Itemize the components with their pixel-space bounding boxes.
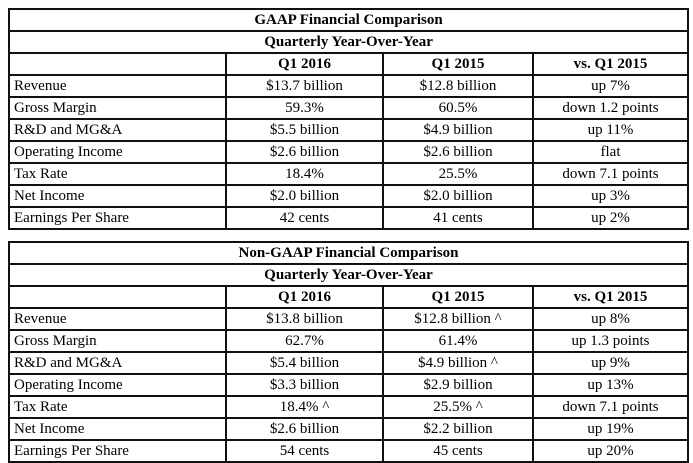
row-label: R&D and MG&A <box>9 119 226 141</box>
value-cell-vs: up 11% <box>533 119 688 141</box>
row-label: Tax Rate <box>9 396 226 418</box>
value-cell-vs: up 9% <box>533 352 688 374</box>
value-cell-q1-2015: 60.5% <box>383 97 533 119</box>
row-label: Net Income <box>9 185 226 207</box>
value-cell-vs: up 7% <box>533 75 688 97</box>
value-cell-q1-2015: $2.0 billion <box>383 185 533 207</box>
value-cell-q1-2015: $2.2 billion <box>383 418 533 440</box>
value-cell-q1-2016: 42 cents <box>226 207 383 229</box>
column-header-q1-2015: Q1 2015 <box>383 286 533 308</box>
column-header-metric <box>9 53 226 75</box>
value-cell-vs: up 20% <box>533 440 688 462</box>
table-row <box>9 75 688 97</box>
table-row <box>9 163 688 185</box>
gaap-financial-comparison-table <box>8 8 689 230</box>
value-cell-q1-2015: $2.6 billion <box>383 141 533 163</box>
table-row <box>9 330 688 352</box>
value-cell-q1-2016: 18.4% ^ <box>226 396 383 418</box>
row-label: Tax Rate <box>9 163 226 185</box>
column-header-vs-q1-2015: vs. Q1 2015 <box>533 286 688 308</box>
value-cell-q1-2016: 59.3% <box>226 97 383 119</box>
row-label: Gross Margin <box>9 330 226 352</box>
value-cell-vs: up 2% <box>533 207 688 229</box>
row-label: Revenue <box>9 75 226 97</box>
value-cell-q1-2015: 41 cents <box>383 207 533 229</box>
table-row <box>9 207 688 229</box>
table-row <box>9 97 688 119</box>
value-cell-q1-2015: $12.8 billion ^ <box>383 308 533 330</box>
table-row <box>9 141 688 163</box>
table-title-row <box>9 9 688 31</box>
value-cell-q1-2016: 54 cents <box>226 440 383 462</box>
value-cell-q1-2016: $13.7 billion <box>226 75 383 97</box>
value-cell-vs: down 7.1 points <box>533 163 688 185</box>
row-label: Operating Income <box>9 374 226 396</box>
column-header-q1-2016: Q1 2016 <box>226 53 383 75</box>
value-cell-vs: down 7.1 points <box>533 396 688 418</box>
value-cell-q1-2016: 62.7% <box>226 330 383 352</box>
table-title-row <box>9 242 688 264</box>
value-cell-q1-2016: $2.0 billion <box>226 185 383 207</box>
table-title: GAAP Financial Comparison <box>9 9 688 31</box>
table-row <box>9 308 688 330</box>
value-cell-vs: up 8% <box>533 308 688 330</box>
column-header-q1-2015: Q1 2015 <box>383 53 533 75</box>
value-cell-q1-2016: $5.5 billion <box>226 119 383 141</box>
table-subtitle-row <box>9 31 688 53</box>
table-row <box>9 119 688 141</box>
value-cell-vs: up 13% <box>533 374 688 396</box>
value-cell-q1-2016: $13.8 billion <box>226 308 383 330</box>
value-cell-q1-2015: 25.5% <box>383 163 533 185</box>
table-row <box>9 440 688 462</box>
row-label: R&D and MG&A <box>9 352 226 374</box>
table-subtitle-row <box>9 264 688 286</box>
table-row <box>9 352 688 374</box>
value-cell-q1-2015: 61.4% <box>383 330 533 352</box>
row-label: Gross Margin <box>9 97 226 119</box>
table-subtitle: Quarterly Year-Over-Year <box>9 31 688 53</box>
value-cell-vs: flat <box>533 141 688 163</box>
column-header-row <box>9 53 688 75</box>
row-label: Earnings Per Share <box>9 440 226 462</box>
row-label: Earnings Per Share <box>9 207 226 229</box>
value-cell-q1-2016: $5.4 billion <box>226 352 383 374</box>
row-label: Revenue <box>9 308 226 330</box>
value-cell-q1-2016: $3.3 billion <box>226 374 383 396</box>
non-gaap-financial-comparison-table <box>8 241 689 463</box>
row-label: Net Income <box>9 418 226 440</box>
row-label: Operating Income <box>9 141 226 163</box>
value-cell-q1-2015: 25.5% ^ <box>383 396 533 418</box>
value-cell-q1-2016: 18.4% <box>226 163 383 185</box>
table-row <box>9 374 688 396</box>
value-cell-q1-2016: $2.6 billion <box>226 418 383 440</box>
column-header-vs-q1-2015: vs. Q1 2015 <box>533 53 688 75</box>
value-cell-q1-2015: $4.9 billion ^ <box>383 352 533 374</box>
table-row <box>9 185 688 207</box>
table-row <box>9 418 688 440</box>
value-cell-q1-2015: $2.9 billion <box>383 374 533 396</box>
table-title: Non-GAAP Financial Comparison <box>9 242 688 264</box>
column-header-metric <box>9 286 226 308</box>
column-header-q1-2016: Q1 2016 <box>226 286 383 308</box>
value-cell-q1-2015: $4.9 billion <box>383 119 533 141</box>
value-cell-q1-2015: 45 cents <box>383 440 533 462</box>
table-subtitle: Quarterly Year-Over-Year <box>9 264 688 286</box>
value-cell-q1-2015: $12.8 billion <box>383 75 533 97</box>
value-cell-vs: up 3% <box>533 185 688 207</box>
table-row <box>9 396 688 418</box>
column-header-row <box>9 286 688 308</box>
value-cell-q1-2016: $2.6 billion <box>226 141 383 163</box>
value-cell-vs: up 19% <box>533 418 688 440</box>
value-cell-vs: down 1.2 points <box>533 97 688 119</box>
value-cell-vs: up 1.3 points <box>533 330 688 352</box>
